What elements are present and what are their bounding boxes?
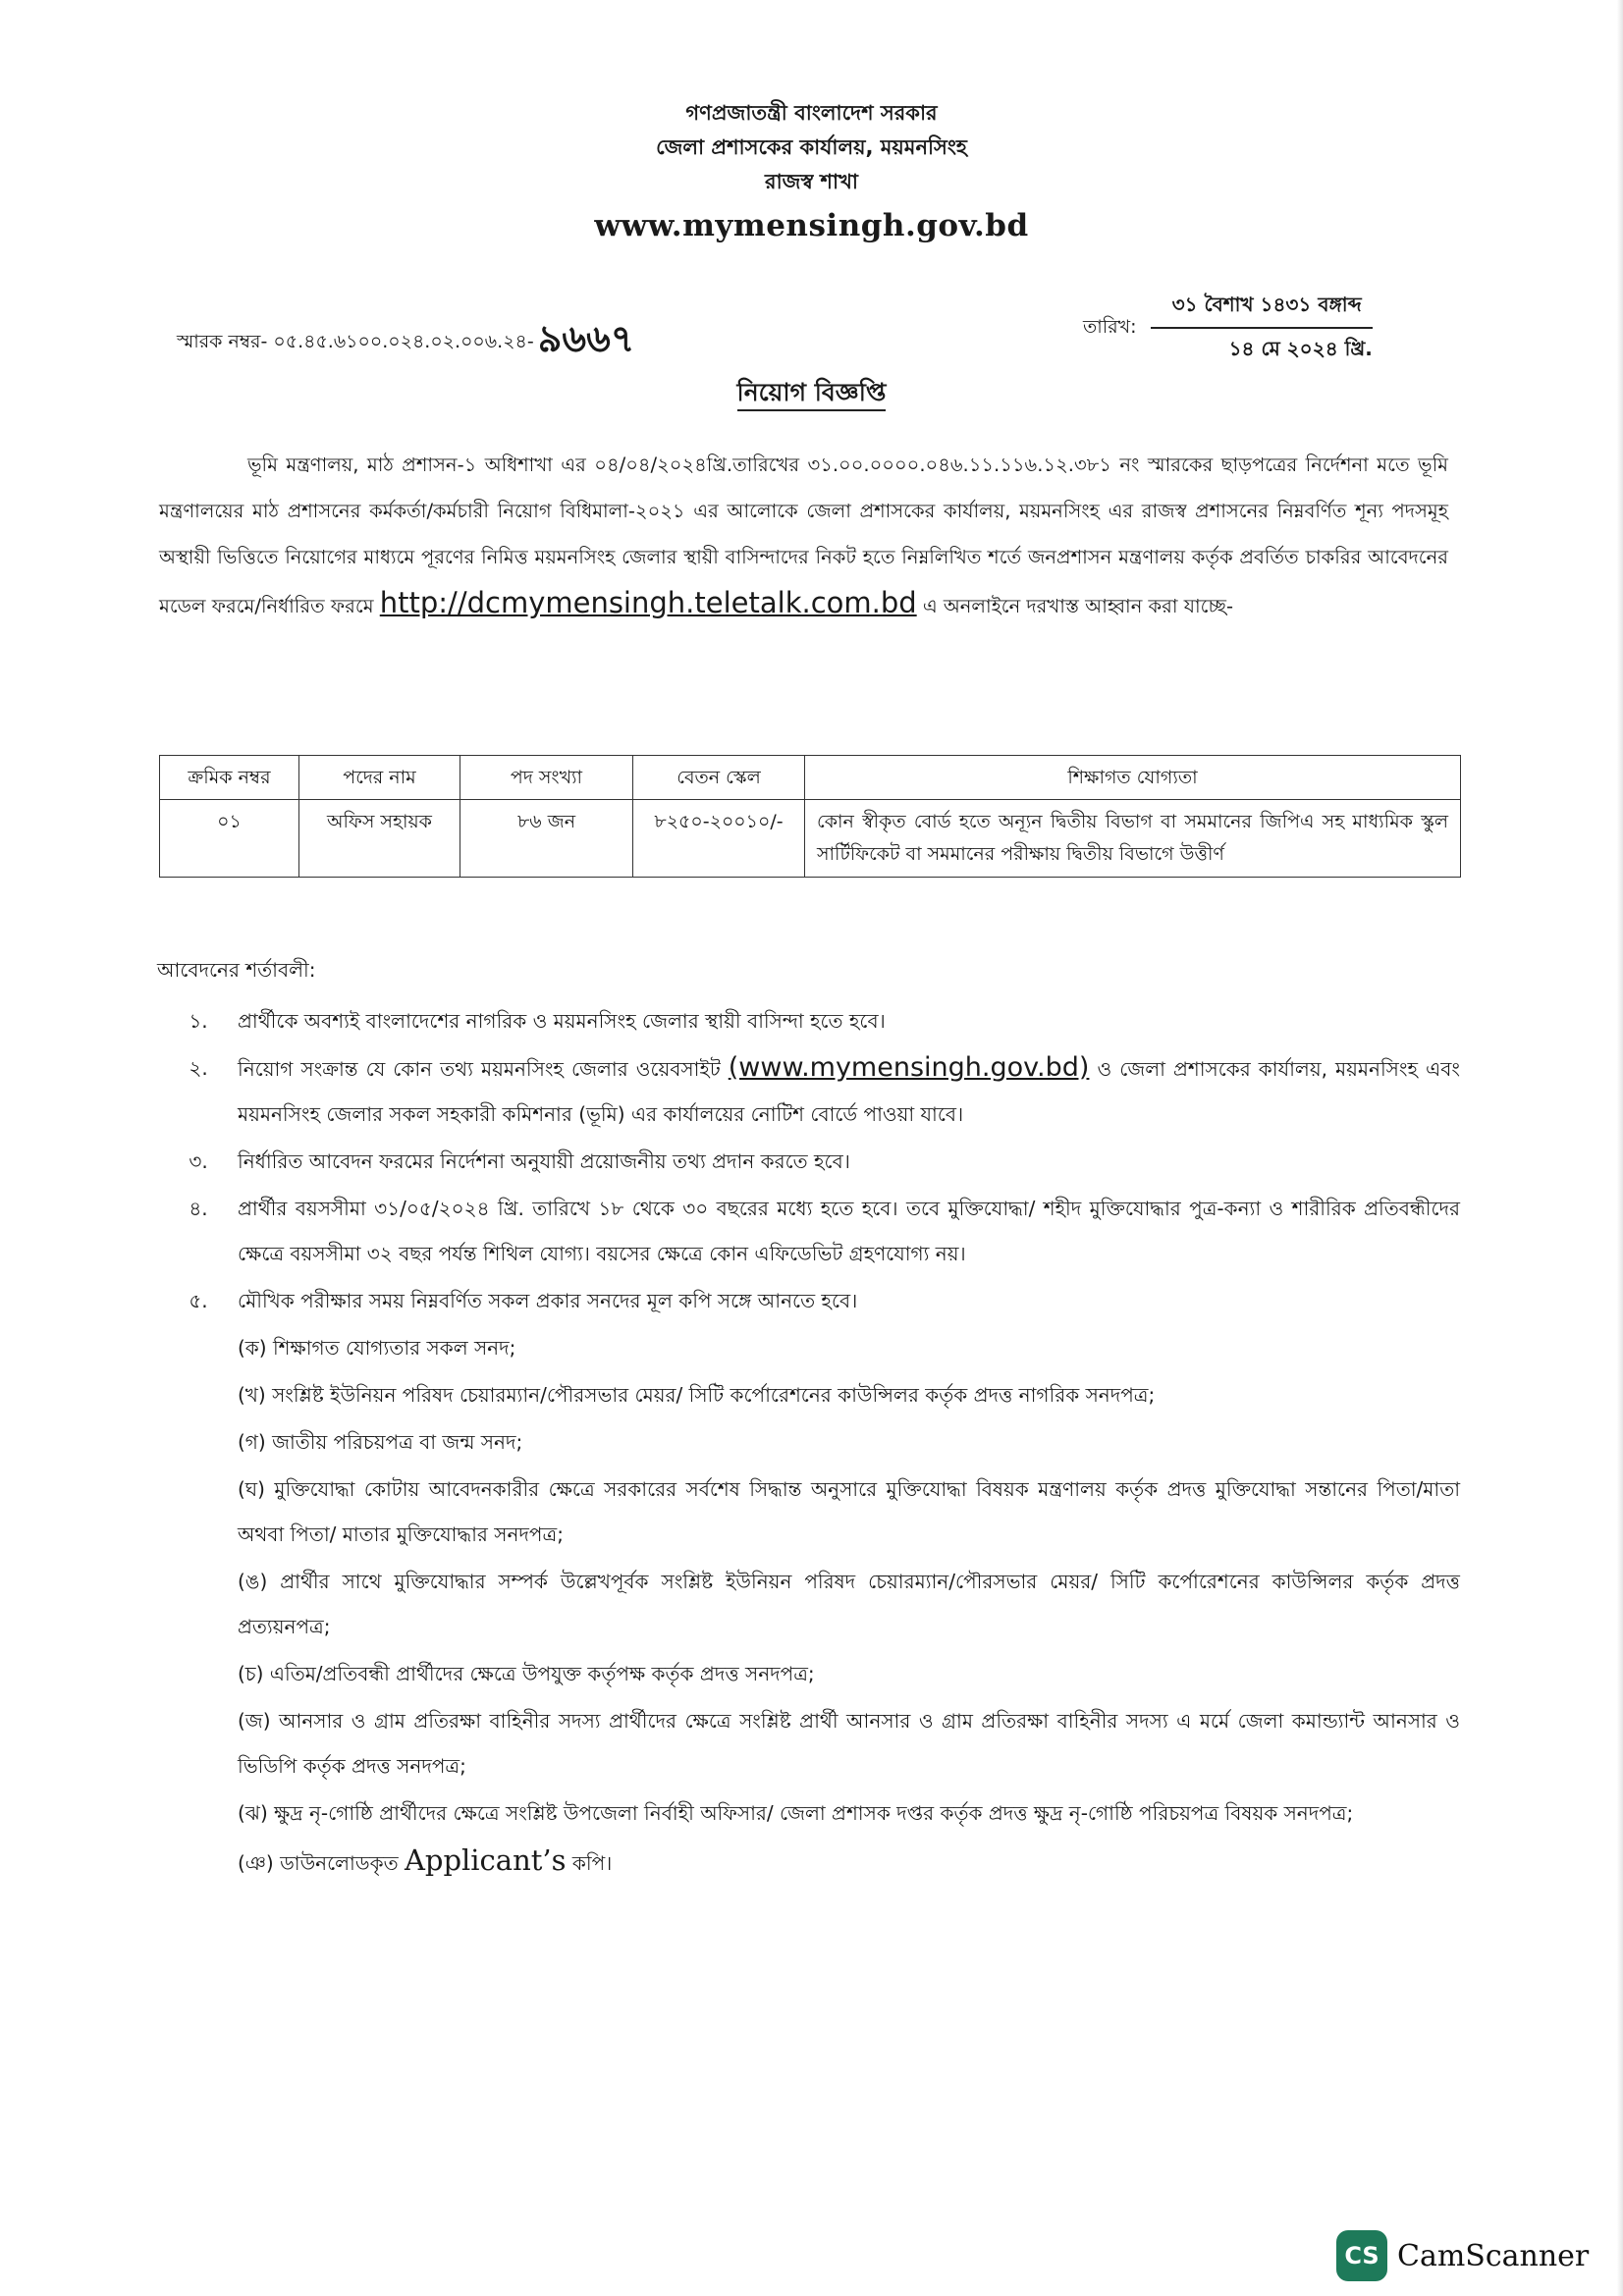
document-sublist: [159, 1325, 1460, 1886]
condition-item: [159, 1186, 1460, 1276]
district-website-link[interactable]: (www.mymensingh.gov.bd): [728, 1052, 1090, 1083]
sub-item: (ঙ) প্রার্থীর সাথে মুক্তিযোদ্ধার সম্পর্ক উল্লেখপূর্বক সংশ্লিষ্ট ইউনিয়ন পরিষদ চেয়ারম্যান/পৌরসভার মেয়র/ সিটি কর্পোরেশনের কাউন্সিলর কর্তৃক প্রদত্ত প্রত্যয়নপত্র;: [238, 1570, 1460, 1638]
cell-post-name: অফিস সহায়ক: [299, 800, 460, 878]
posts-table: [159, 755, 1461, 878]
conditions-heading: আবেদনের শর্তাবলী:: [157, 958, 316, 982]
intro-paragraph: [159, 442, 1448, 629]
sub-item: (ঘ) মুক্তিযোদ্ধা কোটায় আবেদনকারীর ক্ষেত্রে সরকারের সর্বশেষ সিদ্ধান্ত অনুসারে মুক্তিযোদ্ধা বিষয়ক মন্ত্রণালয় কর্তৃক প্রদত্ত মুক্তিযোদ্ধা সন্তানের পিতা/মাতা অথবা পিতা/ মাতার মুক্তিযোদ্ধার সনদপত্র;: [238, 1477, 1460, 1546]
letterhead: [0, 96, 1623, 248]
camscanner-name: CamScanner: [1397, 2238, 1590, 2273]
sub-item: (গ) জাতীয় পরিচয়পত্র বা জন্ম সনদ;: [238, 1430, 523, 1454]
sub-item: (খ) সংশ্লিষ্ট ইউনিয়ন পরিষদ চেয়ারম্যান/পৌরসভার মেয়র/ সিটি কর্পোরেশনের কাউন্সিলর কর্তৃক প্রদত্ত নাগরিক সনদপত্র;: [238, 1383, 1156, 1407]
page-edge: [1617, 0, 1623, 2296]
header-website: www.mymensingh.gov.bd: [594, 208, 1029, 243]
application-url[interactable]: http://dcmymensingh.teletalk.com.bd: [379, 586, 917, 619]
condition-number: ৪.: [189, 1197, 208, 1220]
header-post-count: পদ সংখ্যা: [460, 756, 633, 800]
header-pay-scale: বেতন স্কেল: [633, 756, 805, 800]
sub-item: (ক) শিক্ষাগত যোগ্যতার সকল সনদ;: [238, 1336, 516, 1360]
date-block: [1083, 291, 1373, 367]
office-name: জেলা প্রশাসকের কার্যালয়, ময়মনসিংহ: [656, 135, 967, 159]
sub-item: (ঝ) ক্ষুদ্র নৃ-গোষ্ঠি প্রার্থীদের ক্ষেত্রে সংশ্লিষ্ট উপজেলা নির্বাহী অফিসার/ জেলা প্রশাসক দপ্তর কর্তৃক প্রদত্ত ক্ষুদ্র নৃ-গোষ্ঠি পরিচয়পত্র বিষয়ক সনদপত্র;: [238, 1801, 1354, 1825]
intro-text: ভূমি মন্ত্রণালয়, মাঠ প্রশাসন-১ অধিশাখা এর ০৪/০৪/২০২৪খ্রি.তারিখের ৩১.০০.০০০০.০৪৬.১১.১১৬.১২.৩৮১ নং স্মারকের ছাড়পত্রের নির্দেশনা মতে ভূমি মন্ত্রণালয়ের মাঠ প্রশাসনের কর্মকর্তা/কর্মচারী নিয়োগ বিধিমালা-২০২১ এর আলোকে জেলা প্রশাসকের কার্যালয়, ময়মনসিংহ এর রাজস্ব প্রশাসনের নিম্নবর্ণিত শূন্য পদসমূহ অস্থায়ী ভিত্তিতে নিয়োগের মাধ্যমে পূরণের নিমিত্ত ময়মনসিংহ জেলার স্থায়ী বাসিন্দাদের নিকট হতে নিম্নলিখিত শর্তে জনপ্রশাসন মন্ত্রণালয় কর্তৃক প্রবর্তিত চাকরির আবেদনের মডেল ফরমে/নির্ধারিত ফরমে: [159, 454, 1448, 617]
condition-item: [159, 1045, 1460, 1137]
date-label: তারিখ:: [1083, 316, 1137, 338]
condition-text: নির্ধারিত আবেদন ফরমের নির্দেশনা অনুযায়ী প্রয়োজনীয় তথ্য প্রদান করতে হবে।: [238, 1149, 850, 1173]
sub-item: (জ) আনসার ও গ্রাম প্রতিরক্ষা বাহিনীর সদস্য প্রার্থীদের ক্ষেত্রে সংশ্লিষ্ট প্রার্থী আনসার ও গ্রাম প্রতিরক্ষা বাহিনীর সদস্য এ মর্মে জেলা কমান্ড্যান্ট আনসার ও ভিডিপি কর্তৃক প্রদত্ত সনদপত্র;: [238, 1709, 1460, 1778]
condition-number: ১.: [189, 1009, 208, 1033]
section-name: রাজস্ব শাখা: [765, 170, 858, 193]
sub-item-applicant-copy: (ঞ) ডাউনলোডকৃত Applicant’s কপি।: [238, 1843, 613, 1877]
condition-text: প্রার্থীকে অবশ্যই বাংলাদেশের নাগরিক ও ময়মনসিংহ জেলার স্থায়ী বাসিন্দা হতে হবে।: [238, 1009, 886, 1033]
intro-tail: এ অনলাইনে দরখাস্ত আহ্বান করা যাচ্ছে-: [922, 595, 1233, 617]
govt-name: গণপ্রজাতন্ত্রী বাংলাদেশ সরকার: [685, 101, 938, 125]
condition-text: মৌখিক পরীক্ষার সময় নিম্নবর্ণিত সকল প্রকার সনদের মূল কপি সঙ্গে আনতে হবে।: [238, 1289, 858, 1312]
header-qualification: শিক্ষাগত যোগ্যতা: [805, 756, 1461, 800]
cell-qualification: কোন স্বীকৃত বোর্ড হতে অন্যূন দ্বিতীয় বিভাগ বা সমমানের জিপিএ সহ মাধ্যমিক স্কুল সার্টিফিকেট বা সমমানের পরীক্ষায় দ্বিতীয় বিভাগে উত্তীর্ণ: [805, 800, 1461, 878]
memo-handwritten-number: ৯৬৬৭: [537, 317, 635, 360]
camscanner-logo-icon: CS: [1336, 2230, 1387, 2281]
cell-serial: ০১: [160, 800, 299, 878]
condition-number: ৩.: [189, 1149, 208, 1173]
date-english: ১৪ মে ২০২৪ খ্রি.: [1228, 337, 1373, 360]
condition-number: ৫.: [189, 1289, 208, 1312]
memo-number: [177, 310, 635, 373]
condition-item: [159, 1139, 1460, 1184]
cell-pay-scale: ৮২৫০-২০০১০/-: [633, 800, 805, 878]
condition-item: [159, 998, 1460, 1043]
memo-label: স্মারক নম্বর- ০৫.৪৫.৬১০০.০২৪.০২.০০৬.২৪-: [177, 331, 534, 352]
table-row: [160, 800, 1461, 878]
date-bangla: ৩১ বৈশাখ ১৪৩১ বঙ্গাব্দ: [1151, 291, 1373, 329]
cell-post-count: ৮৬ জন: [460, 800, 633, 878]
notice-title: নিয়োগ বিজ্ঞপ্তি: [0, 373, 1623, 415]
condition-text: প্রার্থীর বয়সসীমা ৩১/০৫/২০২৪ খ্রি. তারিখে ১৮ থেকে ৩০ বছরের মধ্যে হতে হবে। তবে মুক্তিযোদ্ধা/ শহীদ মুক্তিযোদ্ধার পুত্র-কন্যা ও শারীরিক প্রতিবন্ধীদের ক্ষেত্রে বয়সসীমা ৩২ বছর পর্যন্ত শিথিল যোগ্য। বয়সের ক্ষেত্রে কোন এফিডেভিট গ্রহণযোগ্য নয়।: [238, 1197, 1460, 1265]
sub-item: (চ) এতিম/প্রতিবন্ধী প্রার্থীদের ক্ষেত্রে উপযুক্ত কর্তৃপক্ষ কর্তৃক প্রদত্ত সনদপত্র;: [238, 1662, 815, 1685]
conditions-list: [159, 998, 1460, 1888]
condition-number: ২.: [189, 1056, 208, 1080]
header-post-name: পদের নাম: [299, 756, 460, 800]
table-header-row: [160, 756, 1461, 800]
camscanner-watermark: [1336, 2230, 1589, 2281]
condition-text: নিয়োগ সংক্রান্ত যে কোন তথ্য ময়মনসিংহ জেলার ওয়েবসাইট (www.mymensingh.gov.bd) ও জেলা প্রশাসকের কার্যালয়, ময়মনসিংহ এবং ময়মনসিংহ জেলার সকল সহকারী কমিশনার (ভূমি) এর কার্যালয়ের নোটিশ বোর্ডে পাওয়া যাবে।: [238, 1052, 1460, 1126]
condition-item: [159, 1278, 1460, 1323]
header-serial: ক্রমিক নম্বর: [160, 756, 299, 800]
